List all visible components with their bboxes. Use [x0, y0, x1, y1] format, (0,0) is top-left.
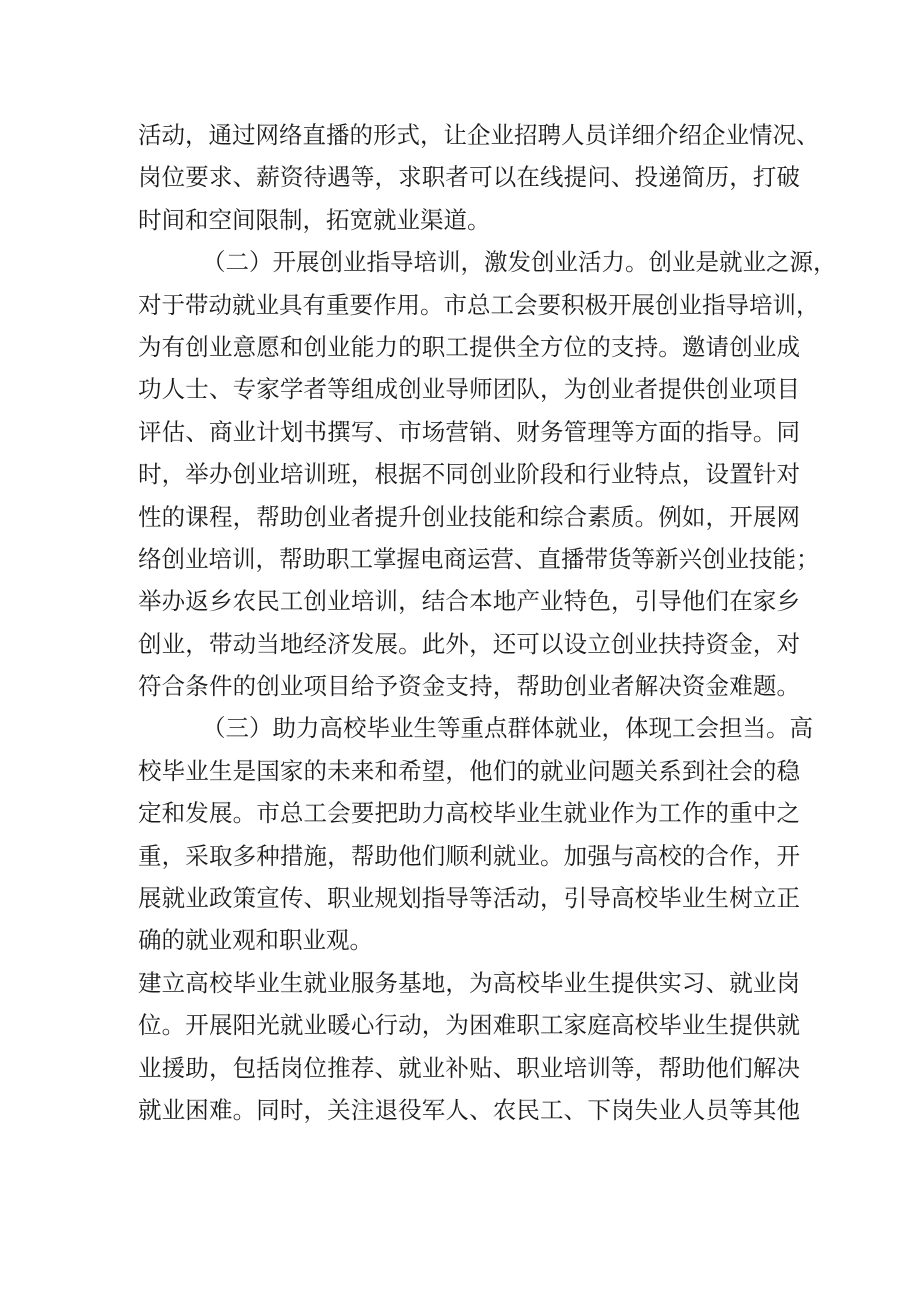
text-line: （二）开展创业指导培训，激发创业活力。创业是就业之源， — [202, 248, 837, 277]
text-line: 符合条件的创业项目给予资金支持，帮助创业者解决资金难题。 — [138, 672, 800, 701]
text-line: 性的课程，帮助创业者提升创业技能和综合素质。例如，开展网 — [138, 502, 800, 531]
text-line: 对于带动就业具有重要作用。市总工会要积极开展创业指导培训， — [138, 290, 820, 319]
text-line: 络创业培训，帮助职工掌握电商运营、直播带货等新兴创业技能； — [138, 544, 820, 573]
text-line: 重，采取多种措施，帮助他们顺利就业。加强与高校的合作，开 — [138, 841, 800, 870]
text-line: （三）助力高校毕业生等重点群体就业，体现工会担当。高 — [202, 714, 813, 743]
text-line: 校毕业生是国家的未来和希望，他们的就业问题关系到社会的稳 — [138, 756, 800, 785]
text-line: 举办返乡农民工创业培训，结合本地产业特色，引导他们在家乡 — [138, 587, 800, 616]
text-line: 活动，通过网络直播的形式，让企业招聘人员详细介绍企业情况、 — [138, 121, 820, 149]
text-line: 评估、商业计划书撰写、市场营销、财务管理等方面的指导。同 — [138, 417, 800, 446]
text-line: 创业，带动当地经济发展。此外，还可以设立创业扶持资金，对 — [138, 629, 800, 658]
text-line: 确的就业观和职业观。 — [138, 926, 373, 955]
text-line: 就业困难。同时，关注退役军人、农民工、下岗失业人员等其他 — [138, 1095, 800, 1124]
text-line: 时间和空间限制，拓宽就业渠道。 — [138, 205, 491, 234]
document-body — [138, 114, 837, 1131]
text-line: 建立高校毕业生就业服务基地，为高校毕业生提供实习、就业岗 — [138, 968, 800, 997]
text-line: 功人士、专家学者等组成创业导师团队，为创业者提供创业项目 — [138, 375, 800, 404]
text-line: 时，举办创业培训班，根据不同创业阶段和行业特点，设置针对 — [138, 460, 800, 489]
text-line: 业援助，包括岗位推荐、就业补贴、职业培训等，帮助他们解决 — [138, 1053, 800, 1082]
text-line: 定和发展。市总工会要把助力高校毕业生就业作为工作的重中之 — [138, 799, 800, 828]
text-line: 位。开展阳光就业暖心行动，为困难职工家庭高校毕业生提供就 — [138, 1011, 800, 1040]
text-line: 展就业政策宣传、职业规划指导等活动，引导高校毕业生树立正 — [138, 884, 800, 913]
text-line: 为有创业意愿和创业能力的职工提供全方位的支持。邀请创业成 — [138, 332, 800, 361]
text-line: 岗位要求、薪资待遇等，求职者可以在线提问、投递简历，打破 — [138, 163, 800, 192]
